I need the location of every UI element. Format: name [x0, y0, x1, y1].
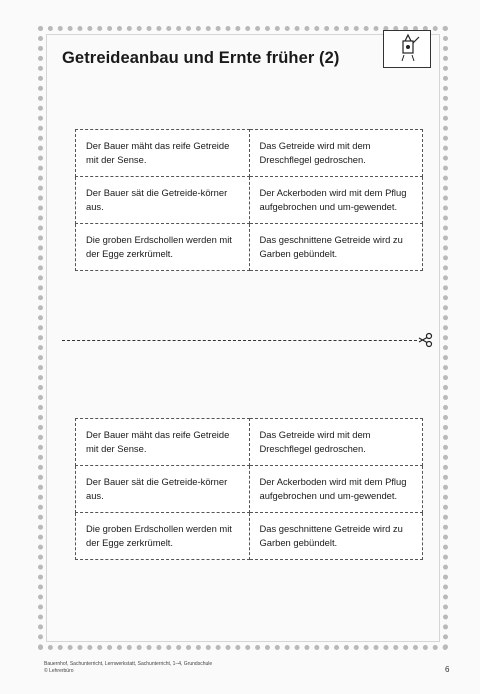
footer-credits: [44, 661, 212, 674]
card-row: [76, 177, 423, 224]
card[interactable]: Der Bauer sät die Getreide-körner aus.: [76, 177, 250, 224]
page-number: 6: [445, 665, 450, 674]
scissors-icon: [417, 332, 433, 348]
card[interactable]: Das Getreide wird mit dem Dreschflegel gedroschen.: [249, 419, 423, 466]
card[interactable]: Das geschnittene Getreide wird zu Garben gebündelt.: [249, 224, 423, 271]
card[interactable]: Die groben Erdschollen werden mit der Egge zerkrümelt.: [76, 224, 250, 271]
card[interactable]: Der Bauer sät die Getreide-körner aus.: [76, 466, 250, 513]
card[interactable]: Der Ackerboden wird mit dem Pflug aufgebrochen und um-gewendet.: [249, 177, 423, 224]
card[interactable]: Das Getreide wird mit dem Dreschflegel gedroschen.: [249, 130, 423, 177]
card-row: [76, 419, 423, 466]
card-table-top: [75, 129, 423, 271]
page-title: Getreideanbau und Ernte früher (2): [62, 49, 340, 67]
card-row: [76, 130, 423, 177]
cut-line: [62, 340, 417, 341]
footer-copyright: © Lehrerbüro: [44, 667, 74, 674]
card[interactable]: Die groben Erdschollen werden mit der Egge zerkrümelt.: [76, 513, 250, 560]
card[interactable]: Der Bauer mäht das reife Getreide mit der Sense.: [76, 130, 250, 177]
card[interactable]: Der Ackerboden wird mit dem Pflug aufgebrochen und um-gewendet.: [249, 466, 423, 513]
footer-line: Bauernhof, Sachunterricht, Lernwerkstatt, Sachunterricht, 1–4, Grundschule: [44, 661, 213, 667]
card[interactable]: Der Bauer mäht das reife Getreide mit der Sense.: [76, 419, 250, 466]
card-row: [76, 466, 423, 513]
card-row: [76, 513, 423, 560]
card[interactable]: Das geschnittene Getreide wird zu Garben gebündelt.: [249, 513, 423, 560]
farmer-task-icon: [383, 30, 431, 68]
card-table-bottom: [75, 418, 423, 560]
card-row: [76, 224, 423, 271]
